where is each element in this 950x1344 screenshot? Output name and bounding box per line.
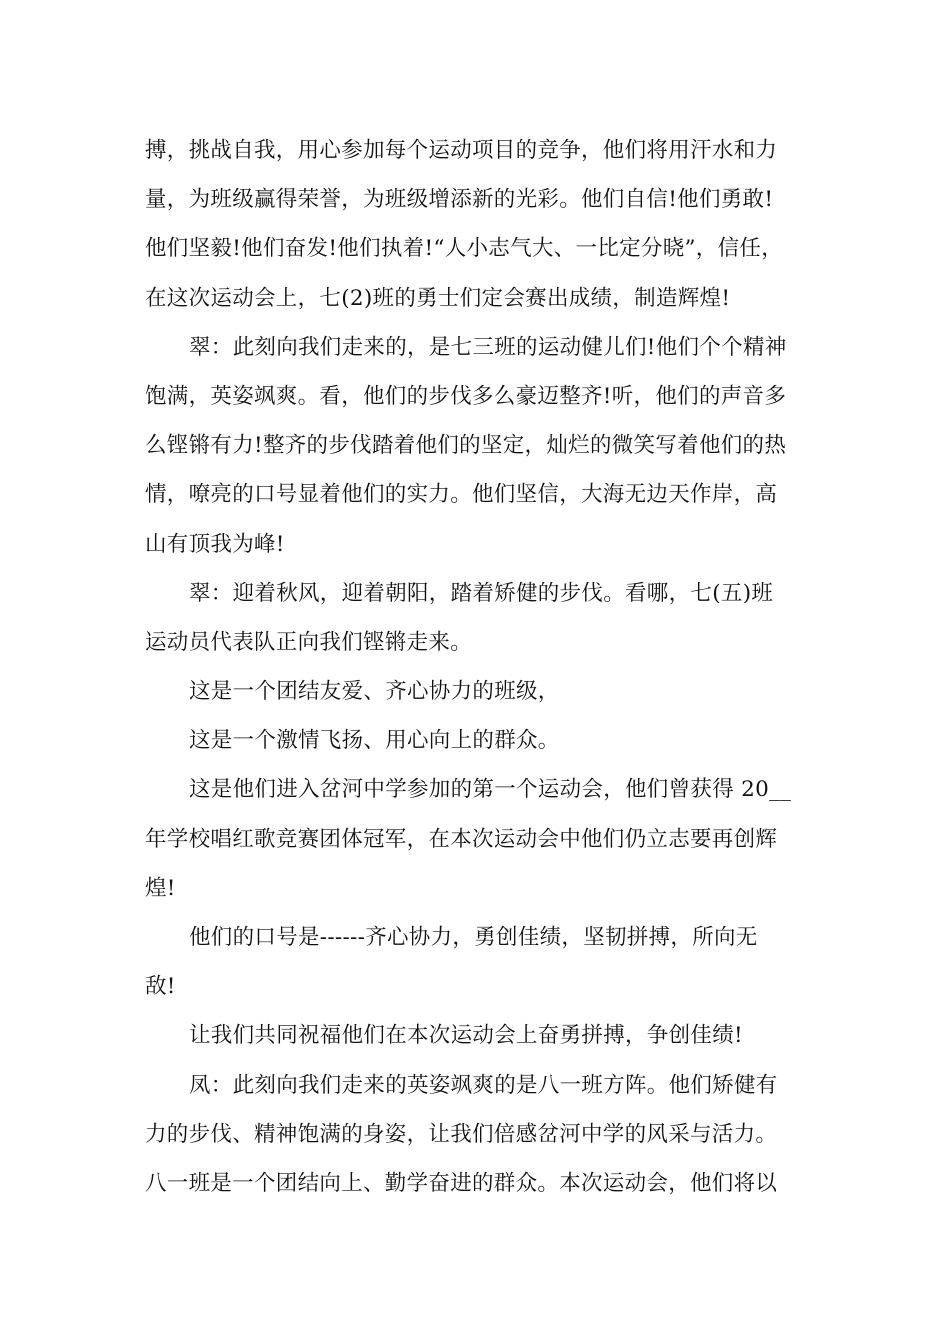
text-line: 运动员代表队正向我们铿锵走来。	[145, 629, 473, 655]
text-line: 煌!	[145, 875, 176, 901]
text-line: 饱满，英姿飒爽。看，他们的步伐多么豪迈整齐!听，他们的声音多	[145, 383, 787, 409]
text-line: 么铿锵有力!整齐的步伐踏着他们的坚定，灿烂的微笑写着他们的热	[145, 433, 787, 459]
text-line: 凤：此刻向我们走来的英姿飒爽的是八一班方阵。他们矫健有	[189, 1072, 778, 1098]
text-line: 山有顶我为峰!	[145, 531, 285, 557]
text-line: 年学校唱红歌竞赛团体冠军，在本次运动会中他们仍立志要再创辉	[145, 826, 778, 852]
text-line: 这是一个团结友爱、齐心协力的班级，	[189, 679, 560, 705]
text-line: 搏，挑战自我，用心参加每个运动项目的竞争，他们将用汗水和力	[145, 138, 778, 163]
text-line: 在这次运动会上，七(2)班的勇士们定会赛出成绩，制造辉煌!	[145, 285, 731, 311]
text-line: 翠：此刻向我们走来的，是七三班的运动健儿们!他们个个精神	[189, 334, 787, 360]
document-body	[145, 126, 825, 1208]
text-line: 他们的口号是------齐心协力，勇创佳绩，坚韧拼搏，所向无	[189, 925, 758, 950]
text-line: 这是一个激情飞扬、用心向上的群众。	[189, 728, 560, 754]
text-line: 他们坚毅!他们奋发!他们执着!“人小志气大、一比定分晓”，信任，	[145, 236, 784, 262]
text-line: 让我们共同祝福他们在本次运动会上奋勇拼搏，争创佳绩!	[189, 1023, 743, 1049]
text-line: 八一班是一个团结向上、勤学奋进的群众。本次运动会，他们将以	[145, 1170, 778, 1196]
text-line: 力的步伐、精神饱满的身姿，让我们倍感岔河中学的风采与活力。	[145, 1121, 778, 1147]
text-line: 这是他们进入岔河中学参加的第一个运动会，他们曾获得 20__	[189, 777, 792, 803]
text-line: 情，嘹亮的口号显着他们的实力。他们坚信，大海无边天作岸，高	[145, 482, 778, 508]
text-line: 翠：迎着秋风，迎着朝阳，踏着矫健的步伐。看哪，七(五)班	[189, 580, 774, 606]
text-line: 敌!	[145, 974, 176, 1000]
text-line: 量，为班级赢得荣誉，为班级增添新的光彩。他们自信!他们勇敢!	[145, 187, 774, 213]
